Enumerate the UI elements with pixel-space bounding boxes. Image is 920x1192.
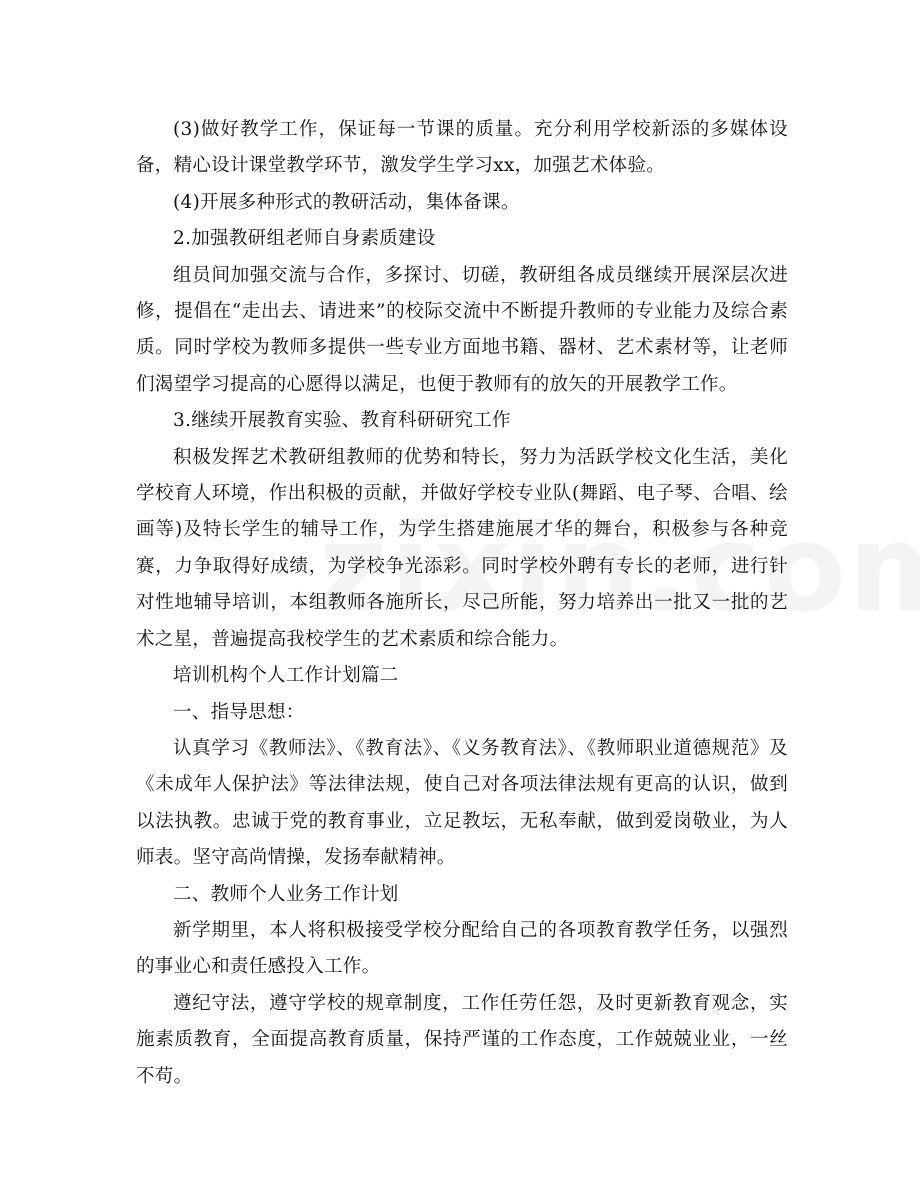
document-body [136,112,788,1095]
section-title-part-two: 培训机构个人工作计划篇二 [173,665,399,687]
paragraph-study-laws: 认真学习《教师法》、《教育法》、《义务教育法》、《教师职业道德规范》及《未成年人保护法》等法律法规，使自己对各项法律法规有更高的认识，做到以法执教。忠诚于党的教育事业，立足教坛，无私奉献，做到爱岗敬业，为人师表。坚守高尚情操，发扬奉献精神。 [136,737,788,869]
paragraph-new-semester: 新学期里，本人将积极接受学校分配给自己的各项教育教学任务，以强烈的事业心和责任感投入工作。 [136,919,788,978]
paragraph-research-activities: (4)开展多种形式的教研活动，集体备课。 [173,191,520,213]
paragraph-discipline: 遵纪守法，遵守学校的规章制度，工作任劳任怨，及时更新教育观念，实施素质教育，全面提高教育质量，保持严谨的工作态度，工作兢兢业业，一丝不苟。 [136,992,788,1087]
heading-teacher-quality: 2.加强教研组老师自身素质建设 [173,228,436,250]
heading-research-work: 3.继续开展教育实验、教育科研研究工作 [173,410,511,432]
paragraph-teaching-quality: (3)做好教学工作，保证每一节课的质量。充分利用学校新添的多媒体设备，精心设计课堂教学环节，激发学生学习xx，加强艺术体验。 [136,119,788,177]
heading-guiding-ideology: 一、指导思想： [173,701,305,723]
paragraph-art-strengths: 积极发挥艺术教研组教师的优势和特长，努力为活跃学校文化生活，美化学校育人环境，作出积极的贡献，并做好学校专业队(舞蹈、电子琴、合唱、绘画等)及特长学生的辅导工作，为学生搭建施展才华的舞台，积极参与各种竞赛，力争取得好成绩，为学校争光添彩。同时学校外聘有专长的老师，进行针对性地辅导培训，本组教师各施所长，尽己所能，努力培养出一批又一批的艺术之星，普遍提高我校学生的艺术素质和综合能力。 [136,446,788,650]
paragraph-exchange-cooperation: 组员间加强交流与合作，多探讨、切磋，教研组各成员继续开展深层次进修，提倡在“走出去、请进来”的校际交流中不断提升教师的专业能力及综合素质。同时学校为教师多提供一些专业方面地书籍、器材、艺术素材等，让老师们渴望学习提高的心愿得以满足，也便于教师有的放矢的开展教学工作。 [136,264,788,395]
heading-personal-plan: 二、教师个人业务工作计划 [173,883,399,905]
